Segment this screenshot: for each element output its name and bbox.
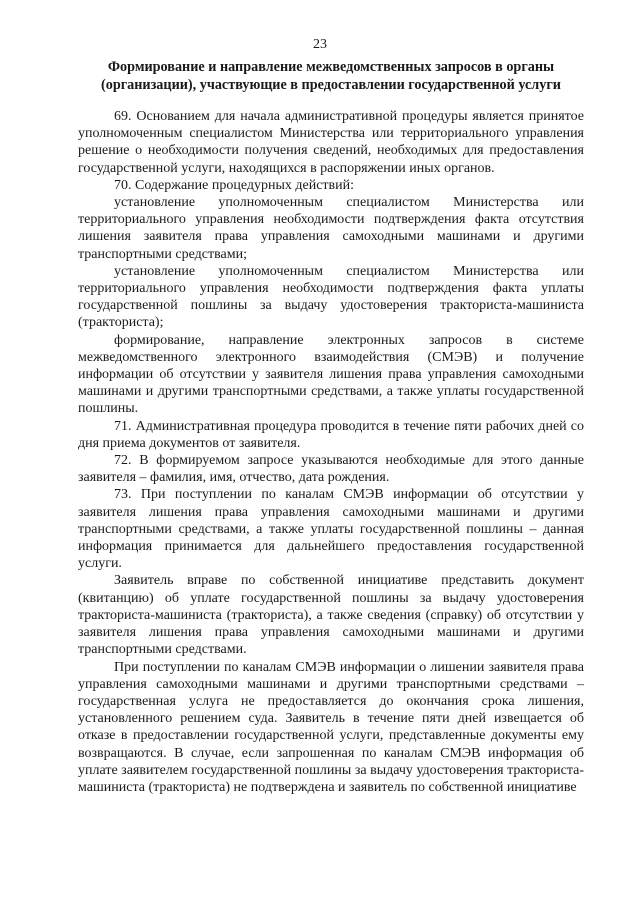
section-heading: Формирование и направление межведомственных запросов в органы (организации), участвующие в предоставлении государственной услуги bbox=[101, 59, 561, 93]
paragraph-73: 73. При поступлении по каналам СМЭВ информации об отсутствии у заявителя лишения права управления самоходными машинами и другими транспортными средствами, а также уплаты государственной пошлины – данная информация принимается для дальнейшего предоставления государственной услуги. bbox=[78, 487, 584, 572]
body-text bbox=[78, 108, 584, 796]
paragraph-70-item-1: установление уполномоченным специалистом Министерства или территориального управления необходимости подтверждения факта отсутствия лишения заявителя права управления самоходными машинами и другими транспортными средствами; bbox=[78, 195, 584, 262]
paragraph-70: 70. Содержание процедурных действий: bbox=[114, 177, 355, 193]
paragraph-73-applicant-right: Заявитель вправе по собственной инициативе представить документ (квитанцию) об уплате государственной пошлины за выдачу удостоверения тракториста-машиниста (тракториста), а также сведения (справку) об отсутствии у заявителя лишения права управления самоходными машинами и другими транспортными средствами. bbox=[78, 573, 584, 658]
paragraph-73-deprivation: При поступлении по каналам СМЭВ информации о лишении заявителя права управления самоходными машинами и другими транспортными средствами – государственная услуга не предоставляется до окончания срока лишения, установленного решением суда. Заявитель в течение пяти дней извещается об отказе в предоставлении государственной услуги, представленные документы ему возвращаются. В случае, если запрошенная по каналам СМЭВ информация об уплате заявителем государственной пошлины за выдачу удостоверения тракториста-машиниста (тракториста) не подтверждена и заявитель по собственной инициативе bbox=[78, 659, 584, 795]
paragraph-70-item-3: формирование, направление электронных запросов в системе межведомственного электронного взаимодействия (СМЭВ) и получение информации об отсутствии у заявителя лишения права управления самоходными машинами и другими транспортными средствами, а также уплаты государственной пошлины. bbox=[78, 332, 584, 417]
page-number: 23 bbox=[313, 37, 327, 52]
paragraph-69: 69. Основанием для начала административной процедуры является принятое уполномоченным специалистом Министерства или территориального управления решение о необходимости получения сведений, необходимых для предоставления государственной услуги, находящихся в распоряжении иных органов. bbox=[78, 109, 584, 176]
paragraph-70-item-2: установление уполномоченным специалистом Министерства или территориального управления необходимости подтверждения факта уплаты государственной пошлины за выдачу удостоверения тракториста-машиниста (тракториста); bbox=[78, 263, 584, 331]
paragraph-72: 72. В формируемом запросе указываются необходимые для этого данные заявителя – фамилия, имя, отчество, дата рождения. bbox=[78, 453, 584, 486]
paragraph-71: 71. Административная процедура проводится в течение пяти рабочих дней со дня приема документов от заявителя. bbox=[78, 418, 584, 451]
